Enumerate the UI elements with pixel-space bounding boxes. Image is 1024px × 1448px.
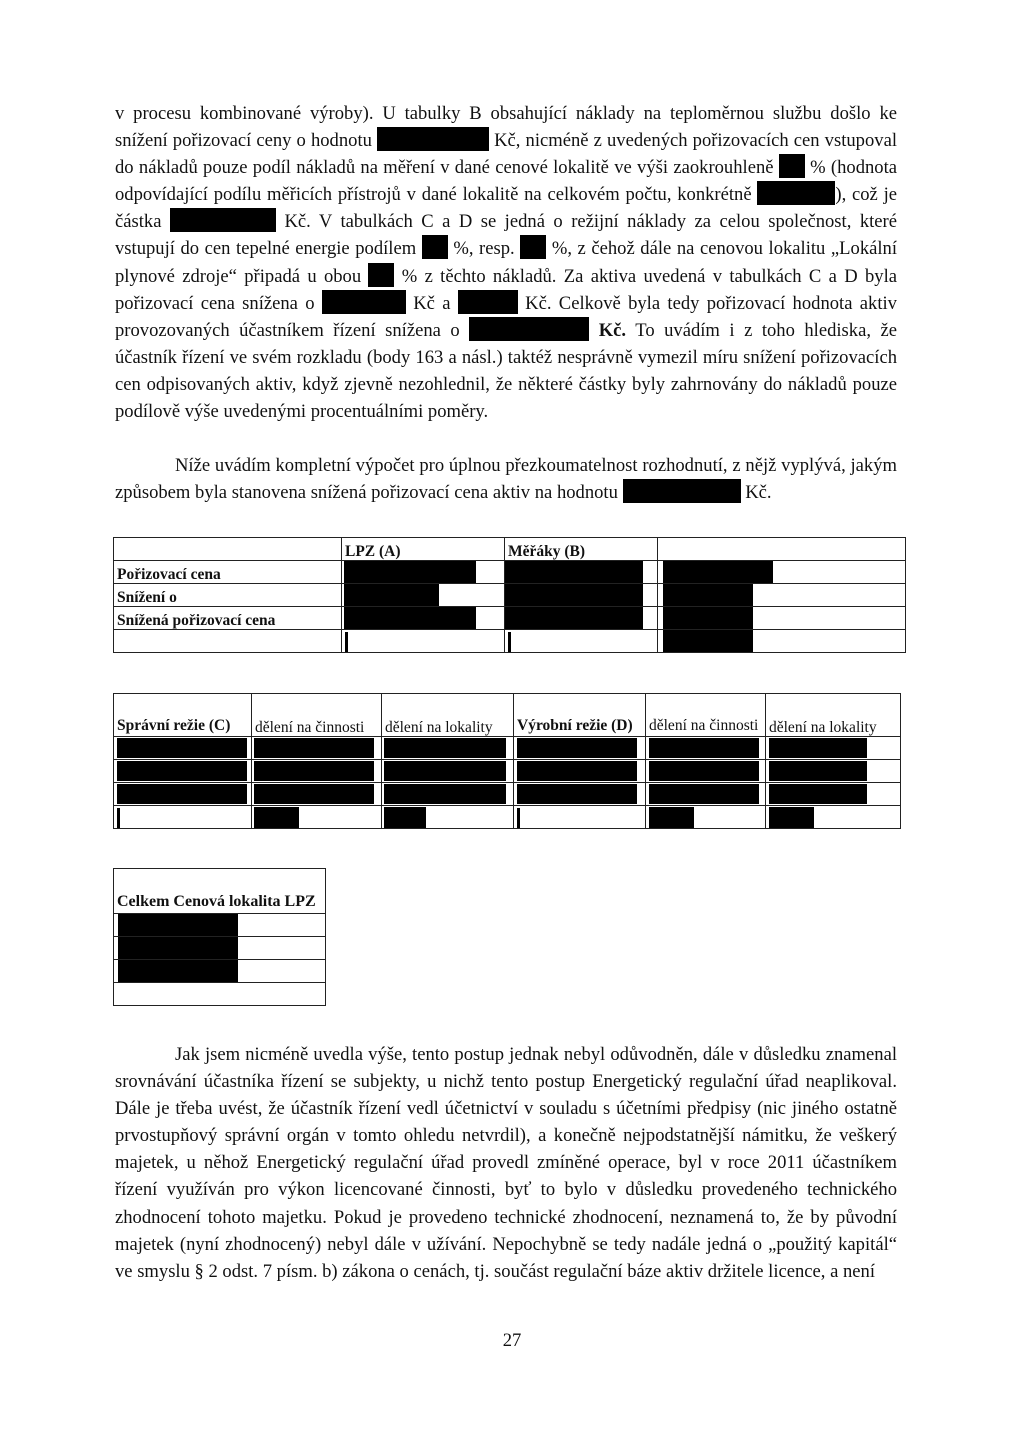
redaction-block [663, 561, 773, 583]
redaction-block [458, 290, 518, 314]
table-cell [252, 806, 382, 829]
redaction-block [517, 738, 637, 758]
redaction-block [384, 761, 506, 781]
table-cell [114, 737, 252, 760]
table-cell [114, 937, 326, 960]
redaction-block [118, 937, 238, 959]
table-cell [505, 584, 658, 607]
paragraph-calculation-intro [115, 452, 897, 506]
redaction-block [663, 630, 753, 652]
redaction-block [517, 761, 637, 781]
table-cell [342, 561, 505, 584]
table-header-meraky: Měřáky (B) [505, 538, 658, 561]
table-header-cell [658, 538, 906, 561]
redaction-block [469, 317, 589, 341]
redaction-block [117, 761, 247, 781]
text-segment: v procesu kombinované výroby). U tabulky B obsahující náklady na teploměrnou službu došlo ke snížení pořizovací ceny o hodnotu [115, 103, 897, 152]
table-cell [382, 737, 514, 760]
total-locality-table [113, 868, 326, 1006]
table-cell [505, 630, 658, 653]
redaction-block [368, 263, 394, 287]
text-segment: %, z čehož dále na cenovou lokalitu „Lokální plynové zdroje“ připadá u obou [115, 238, 897, 287]
table-cell [342, 607, 505, 630]
table-cell [342, 584, 505, 607]
table-cell [114, 630, 342, 653]
redaction-block [254, 738, 374, 758]
redaction-block [520, 235, 546, 259]
table-cell [114, 983, 326, 1006]
redaction-block [649, 784, 759, 804]
text-segment: Kč. [745, 482, 772, 504]
redaction-block [649, 738, 759, 758]
table-cell [658, 630, 906, 653]
acquisition-price-table [113, 537, 906, 653]
table-cell [646, 806, 766, 829]
redaction-block [344, 561, 476, 583]
redaction-block [384, 784, 506, 804]
table-cell [646, 737, 766, 760]
page-number: 27 [502, 1330, 522, 1351]
header-total-locality: Celkem Cenová lokalita LPZ [114, 869, 326, 914]
redaction-block [345, 632, 348, 652]
table-cell [514, 806, 646, 829]
redaction-block [649, 807, 694, 828]
row-label-reduction: Snížení o [114, 584, 342, 607]
table-cell [382, 760, 514, 783]
text-segment: % (hodnota odpovídající podílu měřicích přístrojů v dané lokalitě na celkovém počtu, konkrétně [115, 157, 898, 206]
header-locality-split: dělení na lokality [382, 694, 514, 737]
text-segment: %, resp. [453, 238, 515, 260]
text-segment: ), což je částka [115, 184, 898, 233]
redaction-block [118, 914, 238, 936]
table-cell [766, 783, 901, 806]
redaction-block [769, 784, 867, 804]
table-cell [342, 630, 505, 653]
redaction-block [769, 738, 867, 758]
redaction-block [117, 808, 120, 828]
table-cell [514, 737, 646, 760]
table-cell [766, 760, 901, 783]
redaction-block [377, 127, 489, 151]
redaction-block [384, 738, 506, 758]
text-segment: % z těchto nákladů. Za aktiva uvedená v tabulkách C a D byla pořizovací cena snížena o [115, 265, 897, 314]
redaction-block [344, 584, 439, 606]
redaction-block [170, 208, 276, 232]
redaction-block [254, 807, 299, 828]
header-activity-split: dělení na činnosti [646, 694, 766, 737]
table-cell [658, 561, 906, 584]
header-admin-overhead: Správní režie (C) [114, 694, 252, 737]
table-cell [382, 783, 514, 806]
redaction-block [517, 808, 520, 828]
row-label-acquisition-price: Pořizovací cena [114, 561, 342, 584]
redaction-block [757, 181, 835, 205]
table-cell [766, 806, 901, 829]
table-cell [252, 783, 382, 806]
redaction-block [118, 960, 238, 982]
table-cell [646, 760, 766, 783]
redaction-block [663, 607, 753, 629]
table-cell [114, 760, 252, 783]
redaction-block [623, 479, 741, 503]
table-cell [646, 783, 766, 806]
table-cell [252, 760, 382, 783]
redaction-block [254, 784, 374, 804]
table-cell [382, 806, 514, 829]
redaction-block [117, 784, 247, 804]
header-locality-split: dělení na lokality [766, 694, 901, 737]
redaction-block [779, 154, 805, 178]
redaction-block [505, 561, 643, 583]
table-cell [114, 806, 252, 829]
text-segment: Kč. Celkově byla tedy pořizovací hodnota aktiv provozovaných účastníkem řízení snížena o [115, 292, 897, 341]
table-cell [114, 914, 326, 937]
redaction-block [384, 807, 426, 828]
paragraph-objection: Jak jsem nicméně uvedla výše, tento postup jednak nebyl odůvodněn, dále v důsledku znamenal srovnávání účastníka řízení se subjekty, u nichž tento postup Energetický regulační úřad neaplikoval. Dále je třeba uvést, že účastník řízení vedl účetnictví v souladu s účetními předpisy (nic jiného ostatně prvostupňový správní orgán v tomto ohledu netvrdil), a konečně nejpodstatnější námitku, že veškerý majetek, u něhož Energetický regulační úřad provedl zmíněné operace, byl v roce 2011 účastníkem řízení využíván pro výkon licencované činnosti, byť to bylo v důsledku provedeného technického zhodnocení tohoto majetku. Pokud je provedeno technické zhodnocení, neznamená to, že by původní majetek (nyní zhodnocený) nebyl dále v užívání. Nepochybně se tedy nadále jedná o „použitý kapitál“ ve smyslu § 2 odst. 7 písm. b) zákona o cenách, tj. součást regulační báze aktiv držitele licence, a není [115, 1044, 897, 1282]
overhead-costs-table [113, 693, 901, 829]
redaction-block [422, 235, 448, 259]
redaction-block [505, 607, 643, 629]
redaction-block [517, 784, 637, 804]
row-label-reduced-price: Snížená pořizovací cena [114, 607, 342, 630]
table-cell [505, 607, 658, 630]
redaction-block [663, 584, 753, 606]
redaction-block [117, 738, 247, 758]
text-segment: Kč. [598, 319, 627, 341]
table-cell [514, 783, 646, 806]
header-production-overhead: Výrobní režie (D) [514, 694, 646, 737]
table-cell [505, 561, 658, 584]
redaction-block [322, 290, 406, 314]
paragraph-acquisition-price [115, 100, 897, 425]
header-activity-split: dělení na činnosti [252, 694, 382, 737]
text-segment: To uvádím i z toho hlediska, že účastník řízení ve svém rozkladu (body 163 a násl.) taktéž nesprávně vymezil míru snížení pořizovacích cen odpisovaných aktiv, když zjevně nezohlednil, že některé částky byly zahrnovány do nákladů pouze podílově výše uvedenými procentuálními poměry. [115, 319, 897, 423]
redaction-block [508, 632, 511, 652]
table-cell [766, 737, 901, 760]
table-header-cell [114, 538, 342, 561]
redaction-block [505, 584, 643, 606]
redaction-block [769, 761, 867, 781]
text-segment: Níže uvádím kompletní výpočet pro úplnou přezkoumatelnost rozhodnutí, z nějž vyplývá, jakým způsobem byla stanovena snížená pořizovací cena aktiv na hodnotu [115, 455, 897, 504]
redaction-block [769, 807, 814, 828]
redaction-block [254, 761, 374, 781]
table-cell [114, 960, 326, 983]
redaction-block [344, 607, 476, 629]
redaction-block [649, 761, 759, 781]
text-segment: Kč a [413, 292, 451, 314]
table-cell [514, 760, 646, 783]
text-segment: Kč. V tabulkách C a D se jedná o režijní náklady za celou společnost, které vstupují do cen tepelné energie podílem [115, 211, 897, 260]
table-cell [114, 783, 252, 806]
text-segment: Kč, nicméně z uvedených pořizovacích cen vstupoval do nákladů pouze podíl nákladů na měření v dané cenové lokalitě ve výši zaokrouhleně [115, 130, 897, 179]
table-header-lpz: LPZ (A) [342, 538, 505, 561]
table-cell [658, 584, 906, 607]
table-cell [252, 737, 382, 760]
table-cell [658, 607, 906, 630]
